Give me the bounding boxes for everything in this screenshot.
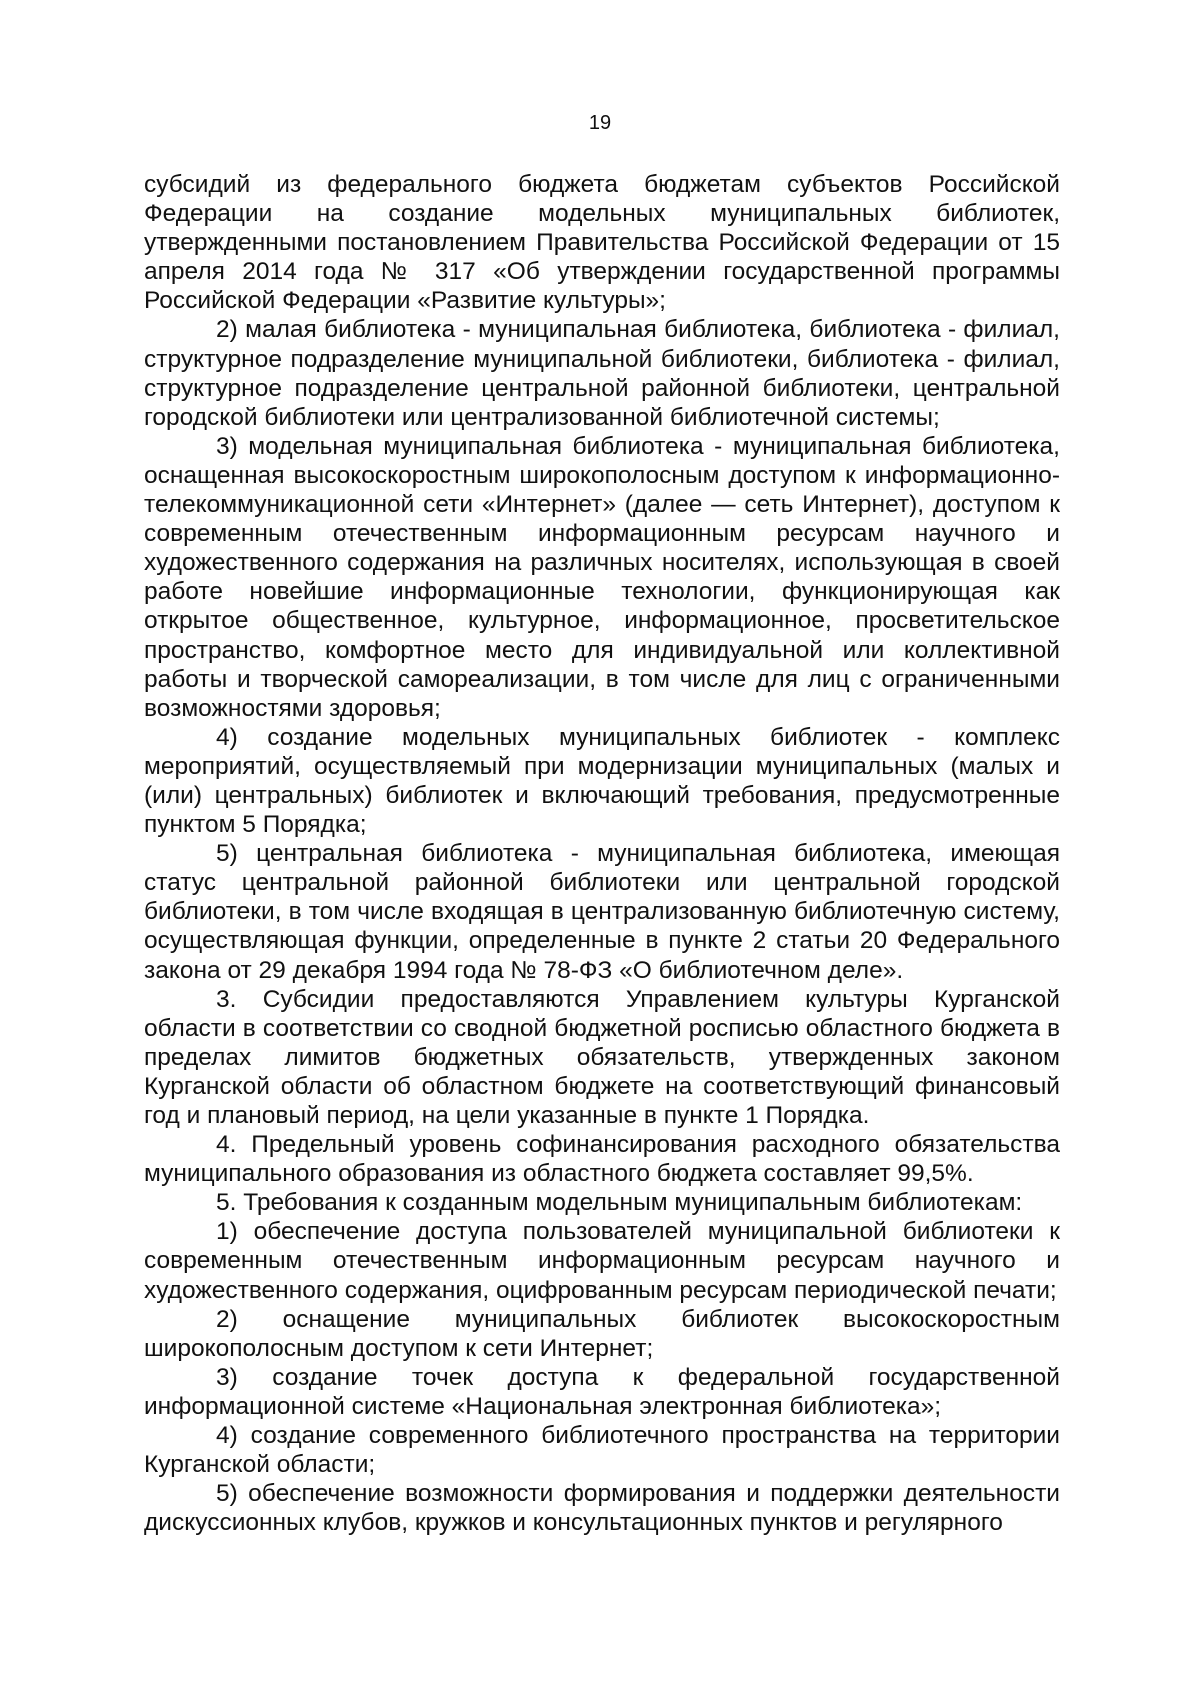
paragraph: 3) модельная муниципальная библиотека - муниципальная библиотека, оснащенная высокоскоростным широкополосным доступом к информационно-телекоммуникационной сети «Интернет» (далее — сеть Интернет), доступом к современным отечественным информационным ресурсам научного и художественного содержания на различных носителях, использующая в своей работе новейшие информационные технологии, функционирующая как открытое общественное, культурное, информационное, просветительское пространство, комфортное место для индивидуальной или коллективной работы и творческой самореализации, в том числе для лиц с ограниченными возможностями здоровья; [144, 432, 1060, 722]
paragraph: 4) создание модельных муниципальных библиотек - комплекс мероприятий, осуществляемый при модернизации муниципальных (малых и (или) центральных) библиотек и включающий требования, предусмотренные пунктом 5 Порядка; [144, 723, 1060, 839]
paragraph: 2) малая библиотека - муниципальная библиотека, библиотека - филиал, структурное подразделение муниципальной библиотеки, библиотека - филиал, структурное подразделение центральной районной библиотеки, центральной городской библиотеки или централизованной библиотечной системы; [144, 316, 1060, 431]
page-number: 19 [588, 112, 612, 134]
paragraph: 5) обеспечение возможности формирования и поддержки деятельности дискуссионных клубов, кружков и консультационных пунктов и регулярного [144, 1480, 1060, 1537]
paragraph: 3. Субсидии предоставляются Управлением культуры Курганской области в соответствии со сводной бюджетной росписью областного бюджета в пределах лимитов бюджетных обязательств, утвержденных законом Курганской области об областном бюджете на соответствующий финансовый год и плановый период, на цели указанные в пункте 1 Порядка. [144, 985, 1060, 1129]
paragraph: 1) обеспечение доступа пользователей муниципальной библиотеки к современным отечественным информационным ресурсам научного и художественного содержания, оцифрованным ресурсам периодической печати; [144, 1218, 1060, 1304]
paragraph: 3) создание точек доступа к федеральной государственной информационной системе «Национальная электронная библиотека»; [144, 1363, 1060, 1420]
paragraph: субсидий из федерального бюджета бюджетам субъектов Российской Федерации на создание модельных муниципальных библиотек, утвержденными постановлением Правительства Российской Федерации от 15 апреля 2014 года № 317 «Об утверждении государственной программы Российской Федерации «Развитие культуры»; [144, 171, 1060, 315]
paragraph: 4. Предельный уровень софинансирования расходного обязательства муниципального образования из областного бюджета составляет 99,5%. [144, 1131, 1060, 1188]
paragraph: 5) центральная библиотека - муниципальная библиотека, имеющая статус центральной районной библиотеки или центральной городской библиотеки, в том числе входящая в централизованную библиотечную систему, осуществляющая функции, определенные в пункте 2 статьи 20 Федерального закона от 29 декабря 1994 года № 78-ФЗ «О библиотечном деле». [144, 840, 1060, 984]
paragraph: 5. Требования к созданным модельным муниципальным библиотекам: [216, 1189, 1023, 1217]
paragraph: 4) создание современного библиотечного пространства на территории Курганской области; [144, 1422, 1060, 1479]
document-body [144, 170, 1060, 1537]
paragraph: 2) оснащение муниципальных библиотек высокоскоростным широкополосным доступом к сети Интернет; [144, 1305, 1060, 1362]
